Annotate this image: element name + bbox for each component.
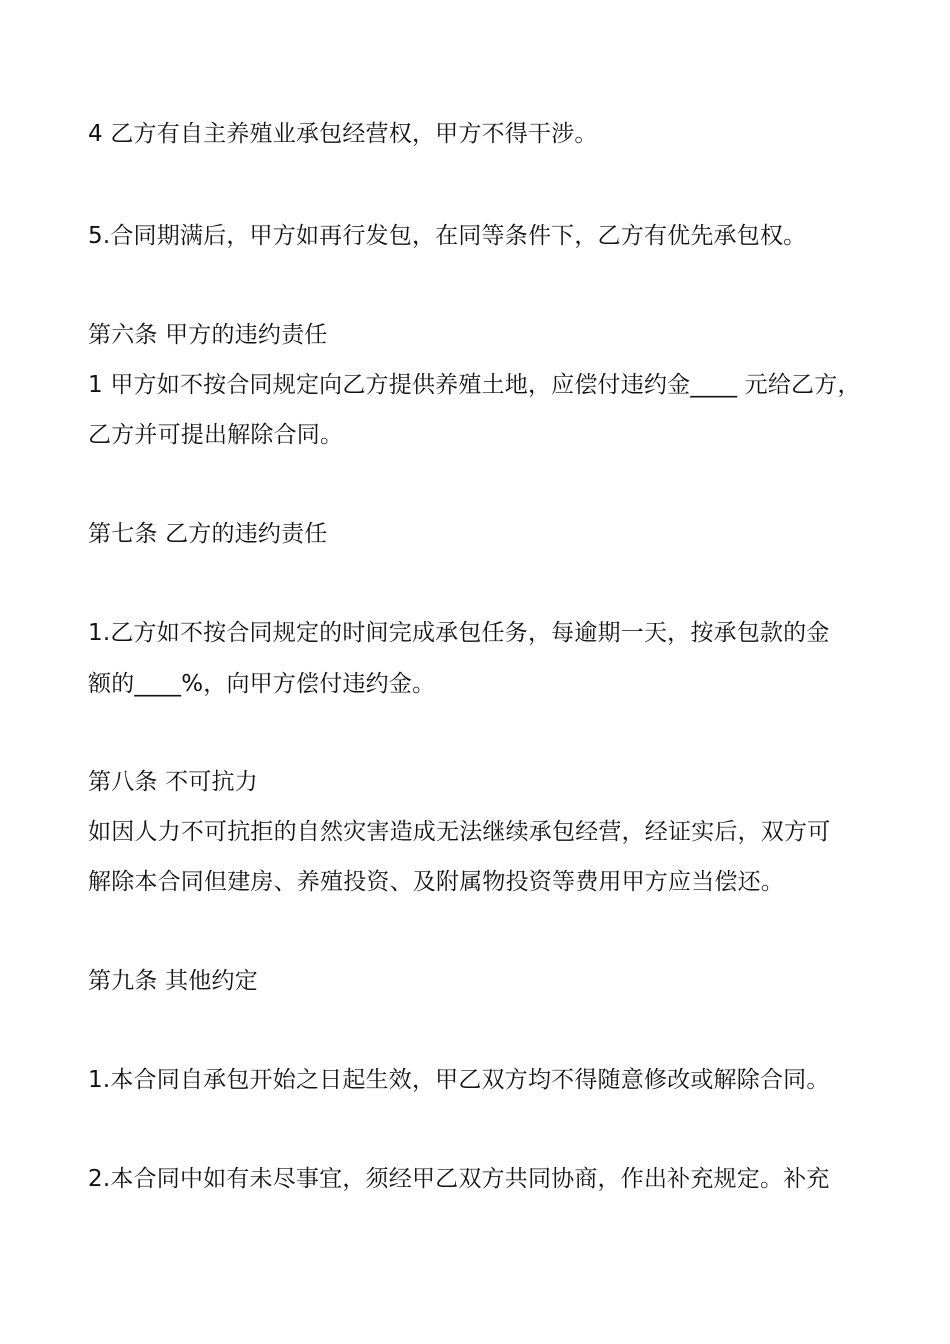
article-8-body-line-1: 如因人力不可抗拒的自然灾害造成无法继续承包经营，经证实后，双方可 — [88, 819, 831, 845]
article-7-heading: 第七条 乙方的违约责任 — [88, 521, 328, 547]
article-6-item-1-line-2: 乙方并可提出解除合同。 — [88, 422, 344, 448]
article-7-item-1-line-1: 1.乙方如不按合同规定的时间完成承包任务，每逾期一天，按承包款的金 — [88, 620, 830, 646]
article-9-item-2-line-1: 2.本合同中如有未尽事宜，须经甲乙双方共同协商，作出补充规定。补充 — [88, 1166, 830, 1192]
clause-5-item-4: 4 乙方有自主养殖业承包经营权，甲方不得干涉。 — [88, 121, 598, 147]
article-6-item-1-line-1: 1 甲方如不按合同规定向乙方提供养殖土地，应偿付违约金____ 元给乙方， — [88, 372, 861, 398]
article-9-item-1: 1.本合同自承包开始之日起生效，甲乙双方均不得随意修改或解除合同。 — [88, 1067, 830, 1093]
article-7-item-1-line-2: 额的____%，向甲方偿付违约金。 — [88, 671, 436, 697]
article-9-heading: 第九条 其他约定 — [88, 968, 258, 994]
article-8-heading: 第八条 不可抗力 — [88, 769, 258, 795]
clause-5-item-5: 5.合同期满后，甲方如再行发包，在同等条件下，乙方有优先承包权。 — [88, 223, 807, 249]
article-8-body-line-2: 解除本合同但建房、养殖投资、及附属物投资等费用甲方应当偿还。 — [88, 869, 784, 895]
article-6-heading: 第六条 甲方的违约责任 — [88, 322, 328, 348]
